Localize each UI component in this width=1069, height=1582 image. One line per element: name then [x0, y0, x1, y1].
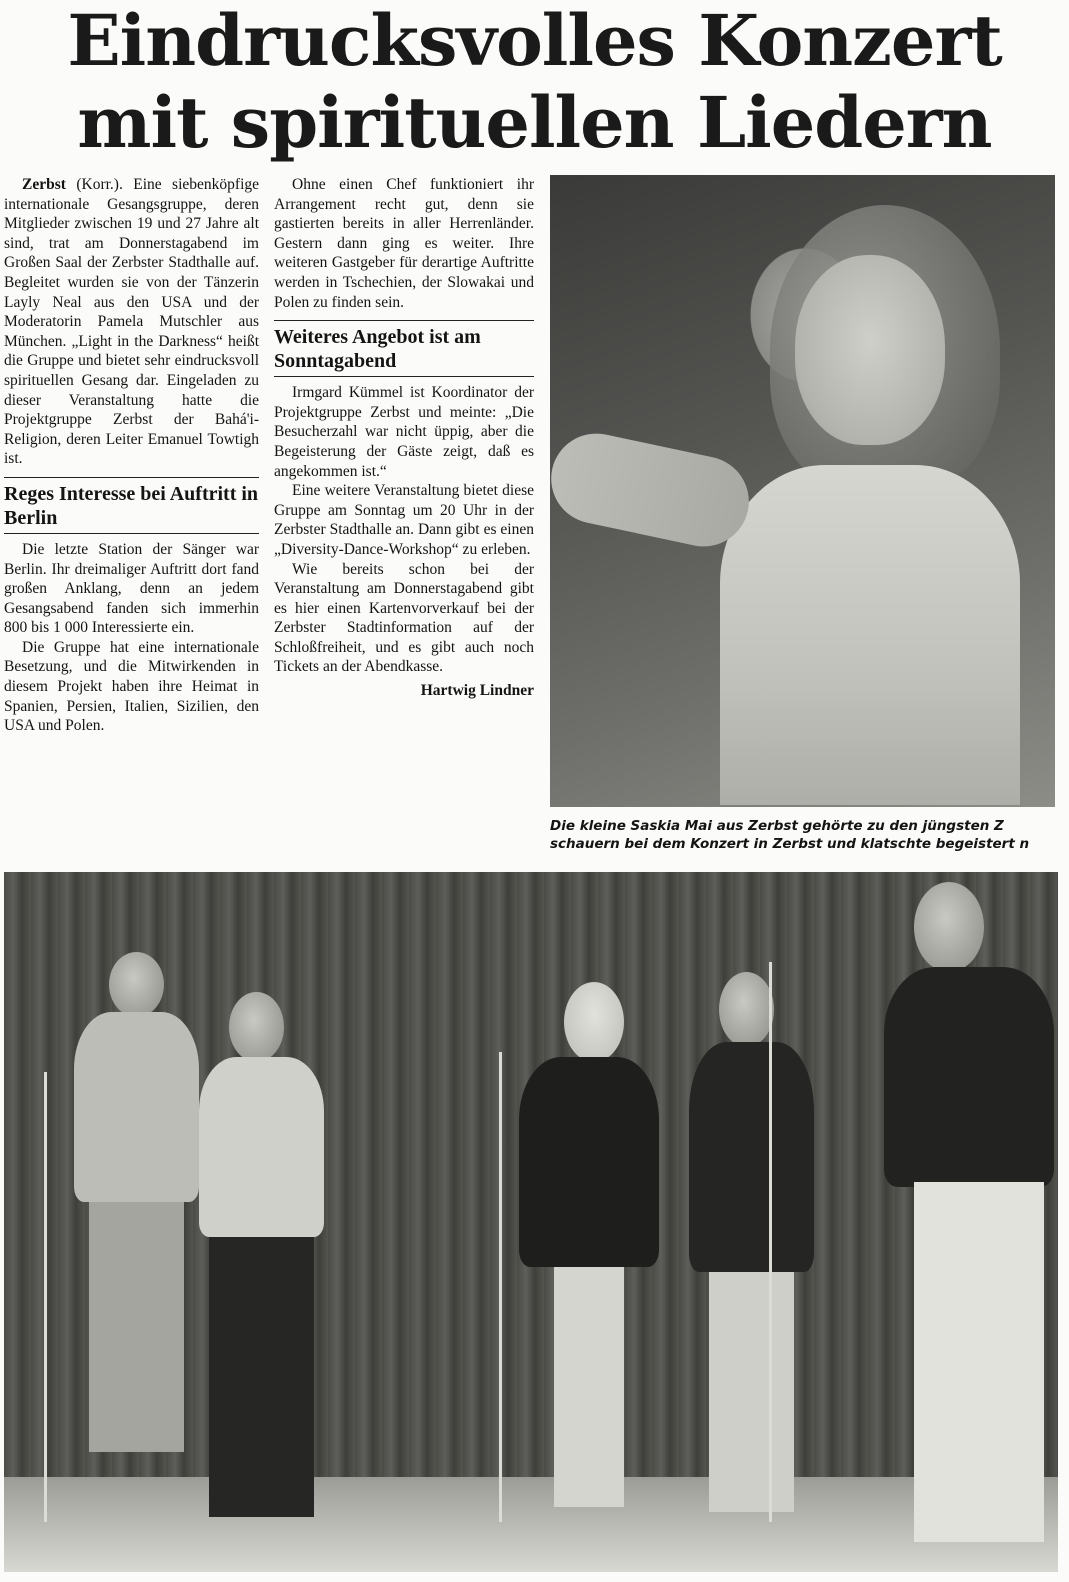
microphone-stand-right	[769, 962, 772, 1522]
microphone-stand-center	[499, 1052, 502, 1522]
paragraph-arrangement: Ohne einen Chef funktioniert ihr Arrangement recht gut, denn sie gastierten bereits in aller Herrenländer. Gestern dann ging es weiter. Ihre weiteren Gastgeber für derartige Auftritte werden in Tschechien, der Slowakai und Polen zu finden sein.	[274, 176, 534, 311]
paragraph-tickets: Wie bereits schon bei der Veranstaltung am Donnerstagabend gibt es hier einen Kartenvorverkauf bei der Zerbster Stadtinformation auf der Schloßfreiheit, und es gibt auch noch Tickets an der Abendkasse.	[274, 560, 534, 676]
headline-line-2: mit spirituellen Liedern	[77, 81, 992, 164]
subhead-sunday: Weiteres Angebot ist am Sonntagabend	[274, 320, 534, 377]
paragraph-coordinator: Irmgard Kümmel ist Koordinator der Projektgruppe Zerbst und meinte: „Die Besucherzahl war nicht üppig, aber die Begeisterung der Gäste zeigt, daß es angekommen ist.“	[274, 384, 534, 480]
microphone-stand-left	[44, 1072, 47, 1522]
photo-girl-arm	[543, 425, 757, 555]
performer-man-right	[864, 882, 1058, 1562]
performer-man-white-shirt	[194, 992, 334, 1532]
paragraph-members: Die Gruppe hat eine internationale Besetzung, und die Mitwirkenden in diesem Projekt haben ihre Heimat in Spanien, Persien, Italien, Sizilien, den USA und Polen.	[4, 638, 259, 735]
paragraph-workshop: Eine weitere Veranstaltung bietet diese Gruppe am Sonntag um 20 Uhr in der Zerbster Stadthalle an. Dann gibt es einen „Diversity-Dance-Workshop“ zu erleben.	[274, 482, 534, 558]
paragraph-berlin: Die letzte Station der Sänger war Berlin. Ihr dreimaliger Auftritt dort fand großen Anklang, denn an jedem Gesangsabend fanden sich immerhin 800 bis 1 000 Interessierte ein.	[4, 540, 259, 637]
performer-tambourine	[64, 952, 214, 1512]
article-column-1	[4, 175, 259, 736]
photo-caption	[550, 817, 1055, 853]
photo-girl-face	[795, 255, 945, 445]
intro-paragraph: (Korr.). Eine siebenköpfige internationale Gesangsgruppe, deren Mitglieder zwischen 19 und 27 Jahre alt sind, trat am Donnerstagabend im Großen Saal der Zerbster Stadthalle auf. Begleitet wurden sie von der Tänzerin Layly Neal aus den USA und der Moderatorin Pamela Mutschler aus München. „Light in the Darkness“ heißt die Gruppe und bietet sehr eindrucksvoll spirituellen Gesang dar. Eingeladen zu dieser Veranstaltung hatte die Projektgruppe Zerbst der Bahá'i-Religion, deren Leiter Emanuel Towtigh ist.	[4, 176, 260, 468]
author-byline: Hartwig Lindner	[420, 682, 534, 700]
photo-girl-body	[720, 465, 1020, 805]
subhead-berlin: Reges Interesse bei Auftritt in Berlin	[4, 477, 259, 534]
article-column-2	[274, 175, 534, 701]
photo-caption-line-1: Die kleine Saskia Mai aus Zerbst gehörte zu den jüngsten Z	[550, 818, 1004, 834]
headline	[0, 0, 1069, 164]
performer-dark-hair-woman	[684, 972, 824, 1532]
photo-caption-line-2: schauern bei dem Konzert in Zerbst und klatschte begeistert n	[550, 836, 1030, 852]
headline-line-1: Eindrucksvolles Konzert	[67, 0, 1002, 82]
dateline: Zerbst	[22, 176, 66, 193]
photo-column	[550, 175, 1055, 853]
photo-girl-clapping	[550, 175, 1055, 807]
performer-blonde-woman	[509, 982, 669, 1522]
photo-concert-stage	[4, 872, 1058, 1572]
